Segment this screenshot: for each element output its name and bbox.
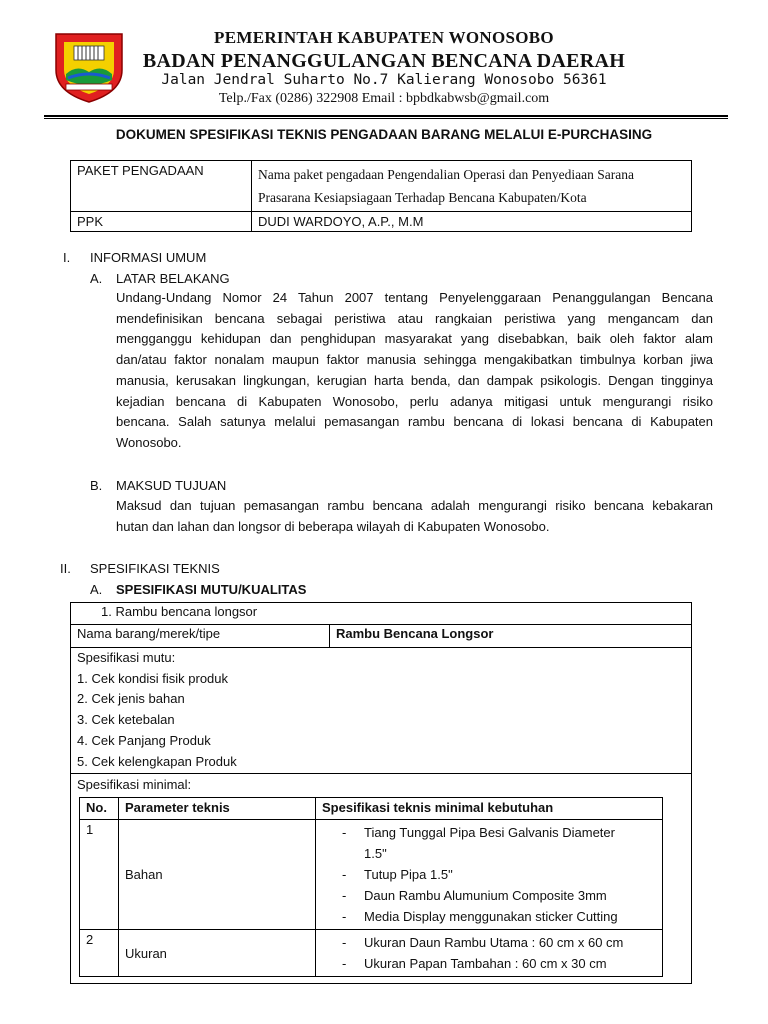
header-param: Parameter teknis (119, 798, 316, 820)
mutu-label: Spesifikasi mutu: (77, 650, 176, 665)
document-title: DOKUMEN SPESIFIKASI TEKNIS PENGADAAN BARANG MELALUI E-PURCHASING (115, 127, 653, 142)
letterhead-rule (44, 115, 728, 117)
latar-line: Undang-Undang Nomor 24 Tahun 2007 tentang Penyelenggaraan Penanggulangan Bencana (116, 290, 713, 305)
latar-line: mendefinisikan bencana sebagai peristiwa atau rangkaian peristiwa yang mengancam dan (116, 310, 713, 326)
spec-quality-table (70, 602, 692, 984)
mutu-item: 3. Cek ketebalan (77, 712, 175, 728)
spec-minimal-table (79, 797, 663, 977)
mutu-row (71, 648, 692, 774)
name-value: Rambu Bencana Longsor (330, 625, 692, 648)
spec-row-bahan (80, 820, 663, 930)
ppk-label: PPK (71, 212, 252, 232)
spec-row-ukuran (80, 930, 663, 977)
section1-number: I. (63, 250, 71, 265)
latar-line: bencana. Salah satunya melalui pemasangan rambu bencana di lokasi bencana di Kabupaten (116, 414, 713, 430)
ppk-value: DUDI WARDOYO, A.P., M.M (252, 212, 692, 232)
spec-items (316, 930, 663, 977)
letterhead-address: Jalan Jendral Suharto No.7 Kalierang Wonosobo 56361 (161, 72, 607, 88)
minimal-row (71, 774, 692, 984)
letterhead-line2: BADAN PENANGGULANGAN BENCANA DAERAH (142, 50, 626, 72)
header-spec: Spesifikasi teknis minimal kebutuhan (316, 798, 663, 820)
latar-line: dan/atau faktor nonalam maupun faktor manusia sehingga mengakibatkan timbulnya korban jiwa (116, 352, 713, 368)
ppk-row (71, 212, 692, 232)
section2-title: SPESIFIKASI TEKNIS (90, 561, 220, 576)
spec-item: - Media Display menggunakan sticker Cutting (342, 909, 618, 925)
item-title: 1. Rambu bencana longsor (71, 603, 692, 625)
section1-title: INFORMASI UMUM (90, 250, 207, 265)
spec-no: 1 (80, 820, 119, 930)
spec-param: Ukuran (119, 930, 316, 977)
letterhead-contact: Telp./Fax (0286) 322908 Email : bpbdkabwsb@gmail.com (218, 91, 550, 106)
section1b-number: B. (90, 478, 103, 493)
maksud-line: Maksud dan tujuan pemasangan rambu bencana adalah mengurangi risiko bencana kebakaran (116, 498, 713, 513)
spec-param: Bahan (119, 820, 316, 930)
section2-number: II. (60, 561, 71, 576)
spec-items (316, 820, 663, 930)
paket-row (71, 161, 692, 212)
latar-line: mengganggu kehidupan dan penghidupan masyarakat yang disebabkan, baik oleh faktor alam (116, 331, 713, 347)
spec-item-continuation: 1.5" (364, 846, 387, 862)
item-title-row (71, 603, 692, 625)
name-label: Nama barang/merek/tipe (71, 625, 330, 648)
section2a-title: SPESIFIKASI MUTU/KUALITAS (116, 582, 307, 597)
spec-item: - Daun Rambu Alumunium Composite 3mm (342, 888, 607, 904)
mutu-item: 2. Cek jenis bahan (77, 691, 185, 707)
minimal-cell (71, 774, 692, 984)
mutu-item: 5. Cek kelengkapan Produk (77, 753, 237, 769)
maksud-line: hutan dan lahan dan longsor di beberapa wilayah di Kabupaten Wonosobo. (116, 518, 550, 534)
section1b-title: MAKSUD TUJUAN (116, 478, 227, 493)
section1a-title: LATAR BELAKANG (116, 271, 230, 286)
spec-item: - Tutup Pipa 1.5" (342, 867, 453, 883)
paket-value (252, 161, 692, 212)
minimal-label: Spesifikasi minimal: (77, 777, 192, 793)
latar-line: manusia, kerusakan lingkungan, kerugian harta benda, dan dampak psikologis. Dengan tingginya (116, 372, 713, 388)
latar-line: Wonosobo. (116, 434, 182, 450)
letterhead-rule-thin (44, 118, 728, 119)
paket-value-line2: Prasarana Kesiapsiagaan Terhadap Bencana Kabupaten/Kota (258, 190, 587, 205)
spec-no: 2 (80, 930, 119, 977)
name-row (71, 625, 692, 648)
latar-line: kejadian bencana di Kabupaten Wonosobo, perlu adanya mitigasi untuk mengurangi risiko (116, 393, 713, 409)
mutu-item: 4. Cek Panjang Produk (77, 732, 211, 748)
latar-belakang-paragraph (116, 288, 713, 454)
mutu-cell (71, 648, 692, 774)
spec-item: - Ukuran Papan Tambahan : 60 cm x 30 cm (342, 956, 607, 972)
mutu-item: 1. Cek kondisi fisik produk (77, 670, 229, 686)
paket-label: PAKET PENGADAAN (71, 161, 252, 212)
section2a-number: A. (90, 582, 103, 597)
spec-header-row (80, 798, 663, 820)
letterhead-line1: PEMERINTAH KABUPATEN WONOSOBO (214, 28, 554, 47)
info-table (70, 160, 692, 232)
maksud-tujuan-paragraph (116, 496, 713, 537)
section1a-number: A. (90, 271, 103, 286)
spec-item: - Tiang Tunggal Pipa Besi Galvanis Diameter (342, 825, 615, 841)
spec-item: - Ukuran Daun Rambu Utama : 60 cm x 60 cm (342, 935, 624, 951)
header-no: No. (80, 798, 119, 820)
paket-value-line1: Nama paket pengadaan Pengendalian Operasi dan Penyediaan Sarana (258, 167, 634, 182)
